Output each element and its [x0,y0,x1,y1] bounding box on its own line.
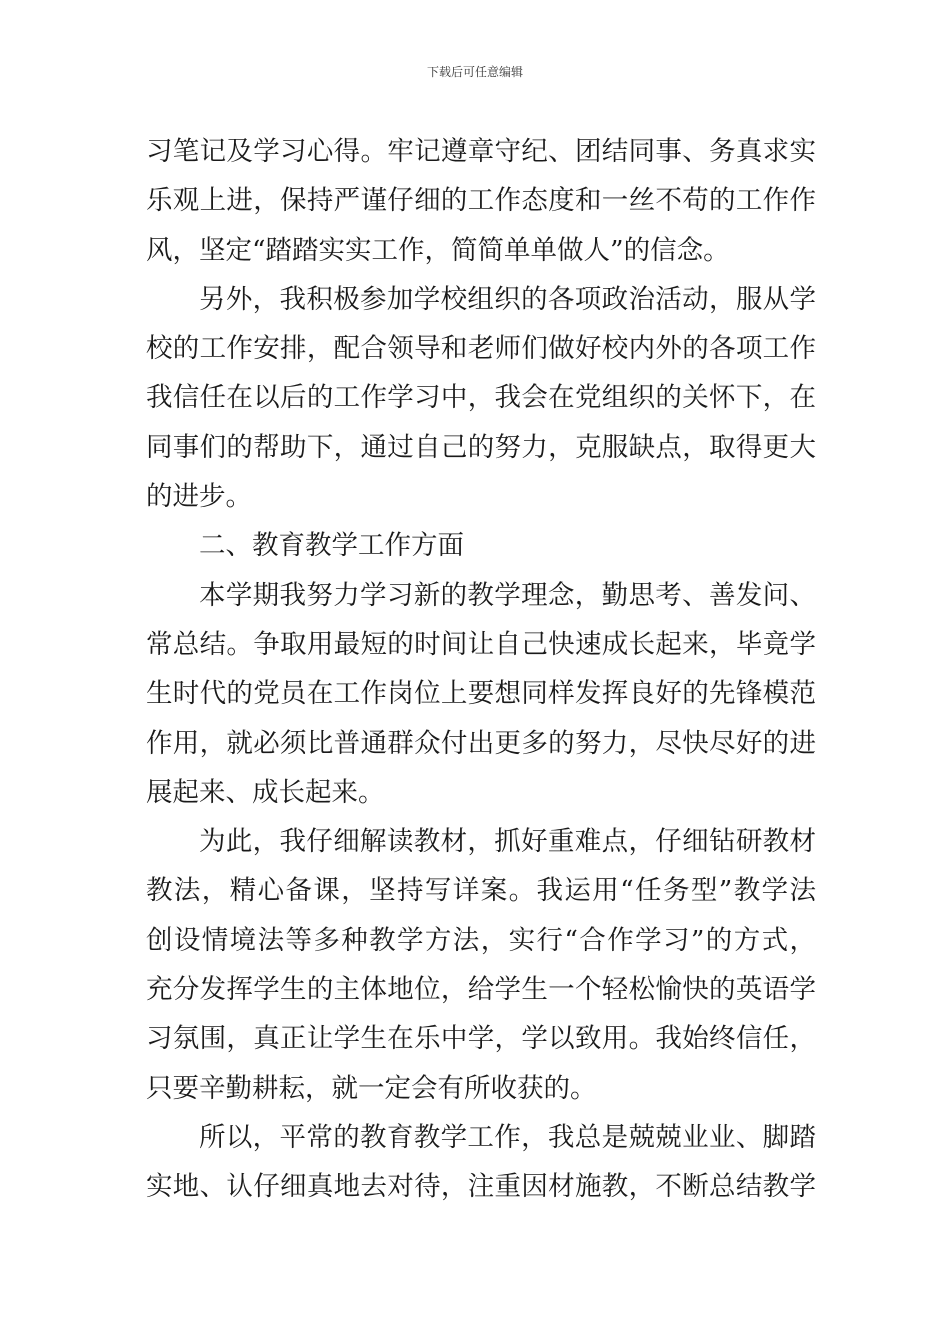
text-line: 所以，平常的教育教学工作，我总是兢兢业业、脚踏 [199,1121,816,1153]
text-line: 教法，精心备课，坚持写详案。我运用“任务型”教学法 [146,875,816,907]
text-line: 习氛围，真正让学生在乐中学，学以致用。我始终信任， [146,1023,816,1055]
text-line: 实地、认仔细真地去对待，注重因材施教，不断总结教学 [146,1171,816,1203]
text-line: 作用，就必须比普通群众付出更多的努力，尽快尽好的进 [146,727,816,759]
text-line: 另外，我积极参加学校组织的各项政治活动，服从学 [199,283,816,315]
text-line: 习笔记及学习心得。牢记遵章守纪、团结同事、务真求实 [146,136,816,167]
text-line: 生时代的党员在工作岗位上要想同样发挥良好的先锋模范 [146,678,816,710]
page-header: 下载后可任意编辑 [426,65,523,79]
text-line: 充分发挥学生的主体地位，给学生一个轻松愉快的英语学 [146,974,816,1006]
text-line: 的进步。 [146,481,252,513]
text-line: 只要辛勤耕耘，就一定会有所收获的。 [146,1072,597,1104]
text-line: 同事们的帮助下，通过自己的努力，克服缺点，取得更大 [146,431,816,463]
text-line: 本学期我努力学习新的教学理念，勤思考、善发问、 [199,579,816,611]
text-line: 我信任在以后的工作学习中，我会在党组织的关怀下，在 [146,382,816,414]
text-line: 创设情境法等多种教学方法，实行“合作学习”的方式， [146,924,816,956]
text-line: 常总结。争取用最短的时间让自己快速成长起来，毕竟学 [146,628,816,660]
text-line: 展起来、成长起来。 [146,776,385,808]
text-line: 为此，我仔细解读教材，抓好重难点，仔细钻研教材 [199,826,816,858]
text-line: 校的工作安排，配合领导和老师们做好校内外的各项工作 [146,333,816,365]
text-line: 风，坚定“踏踏实实工作，简简单单做人”的信念。 [146,234,730,266]
document-body [146,127,816,1212]
text-line: 二、教育教学工作方面 [199,530,464,562]
text-line: 乐观上进，保持严谨仔细的工作态度和一丝不苟的工作作 [146,185,816,217]
